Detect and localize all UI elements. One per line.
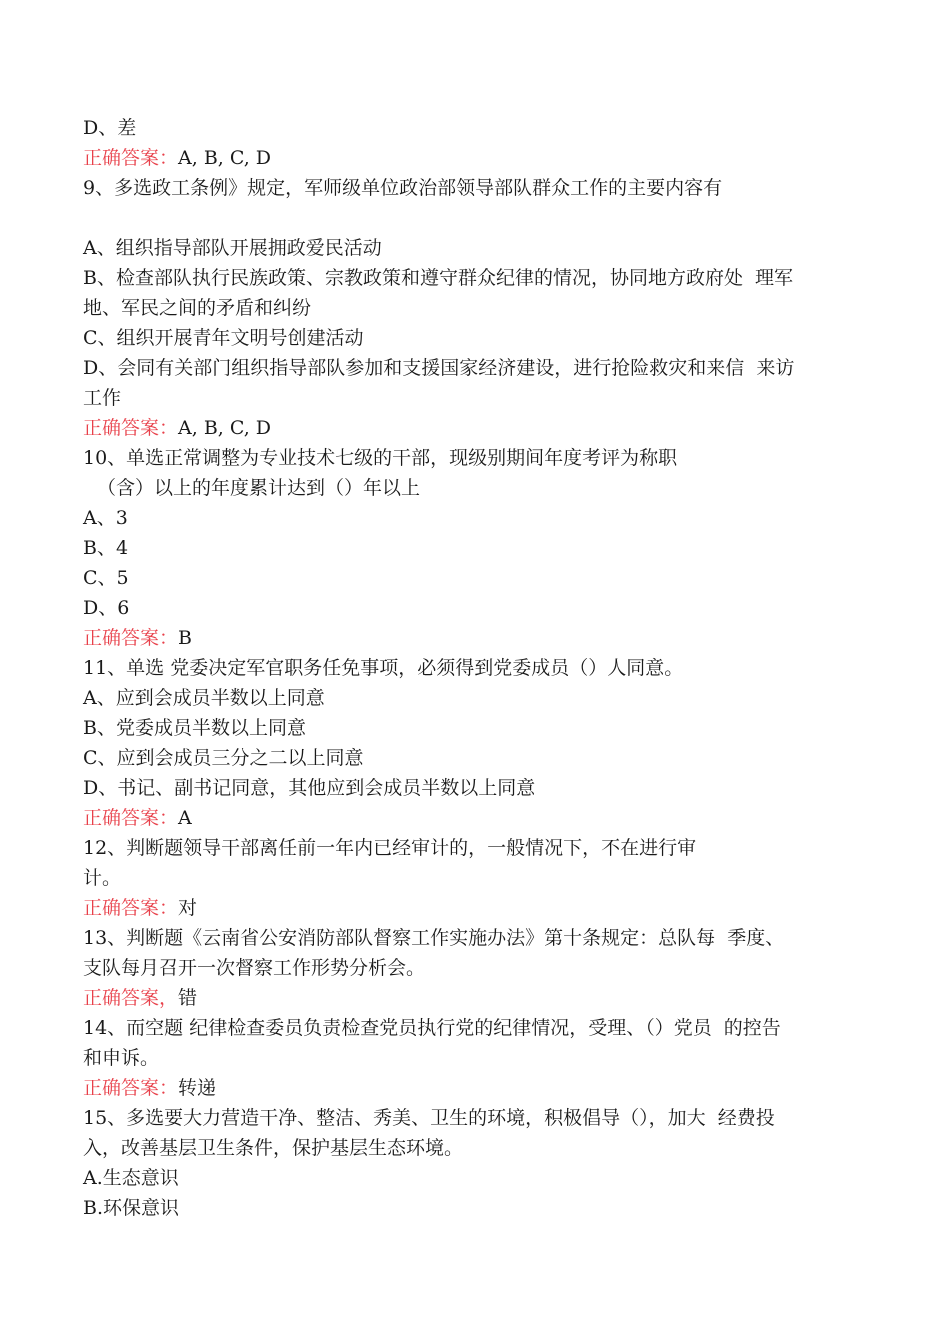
question-10-cont: （含）以上的年度累计达到（）年以上	[97, 477, 421, 499]
answer-value: 对	[178, 897, 198, 919]
document-page	[83, 113, 873, 1223]
question-10: 10、单选正常调整为专业技术七级的干部，现级别期间年度考评为称职	[83, 447, 678, 469]
option-b: B、4	[83, 537, 129, 559]
answer-line	[83, 1073, 873, 1103]
question-12: 12、判断题领导干部离任前一年内已经审计的，一般情况下，不在进行审	[83, 837, 697, 859]
question-9: 9、多选政工条例》规定，军师级单位政治部领导部队群众工作的主要内容有	[83, 177, 723, 199]
option-a: A、应到会成员半数以上同意	[83, 687, 325, 709]
answer-value: B	[178, 627, 192, 649]
answer-label: 正确答案：	[83, 627, 179, 649]
option-d: D、书记、副书记同意，其他应到会成员半数以上同意	[83, 777, 536, 799]
option-c: C、应到会成员三分之二以上同意	[83, 747, 364, 769]
answer-line	[83, 893, 873, 923]
option-b: B.环保意识	[83, 1197, 180, 1219]
answer-label: 正确答案：	[83, 1077, 179, 1099]
option-d: D、6	[83, 597, 130, 619]
question-11: 11、单选 党委决定军官职务任免事项，必须得到党委成员（）人同意。	[83, 657, 684, 679]
question-13: 13、判断题《云南省公安消防部队督察工作实施办法》第十条规定：总队每 季度、	[83, 927, 785, 949]
answer-line	[83, 623, 873, 653]
answer-value: 错	[178, 987, 198, 1009]
option-a: A、组织指导部队开展拥政爱民活动	[83, 237, 382, 259]
option-d: D、差	[83, 117, 137, 139]
answer-value: 转递	[178, 1077, 217, 1099]
answer-line	[83, 413, 873, 443]
blank-line	[83, 203, 873, 233]
answer-label: 正确答案：	[83, 147, 179, 169]
answer-value: A, B, C, D	[178, 417, 272, 439]
option-c: C、5	[83, 567, 129, 589]
answer-label: 正确答案：	[83, 897, 179, 919]
answer-label: 正确答案：	[83, 417, 179, 439]
question-14-cont: 和申诉。	[83, 1047, 160, 1069]
question-15-cont: 入，改善基层卫生条件，保护基层生态环境。	[83, 1137, 464, 1159]
option-d: D、会同有关部门组织指导部队参加和支援国家经济建设，进行抢险救灾和来信 来访	[83, 357, 795, 379]
answer-label: 正确答案，	[83, 987, 179, 1009]
option-b-cont: 地、军民之间的矛盾和纠纷	[83, 297, 312, 319]
option-b: B、党委成员半数以上同意	[83, 717, 306, 739]
answer-value: A	[178, 807, 192, 829]
option-a: A.生态意识	[83, 1167, 179, 1189]
question-14: 14、而空题 纪律检查委员负责检查党员执行党的纪律情况，受理、（）党员 的控告	[83, 1017, 781, 1039]
question-15: 15、多选要大力营造干净、整洁、秀美、卫生的环境，积极倡导（），加大 经费投	[83, 1107, 775, 1129]
option-b: B、检查部队执行民族政策、宗教政策和遵守群众纪律的情况，协同地方政府处 理军	[83, 267, 794, 289]
answer-line	[83, 143, 873, 173]
option-a: A、3	[83, 507, 128, 529]
question-13-cont: 支队每月召开一次督察工作形势分析会。	[83, 957, 426, 979]
option-c: C、组织开展青年文明号创建活动	[83, 327, 364, 349]
question-12-cont: 计。	[83, 867, 122, 889]
option-d-cont: 工作	[83, 387, 122, 409]
answer-line	[83, 983, 873, 1013]
answer-value: A, B, C, D	[178, 147, 272, 169]
answer-line	[83, 803, 873, 833]
answer-label: 正确答案：	[83, 807, 179, 829]
